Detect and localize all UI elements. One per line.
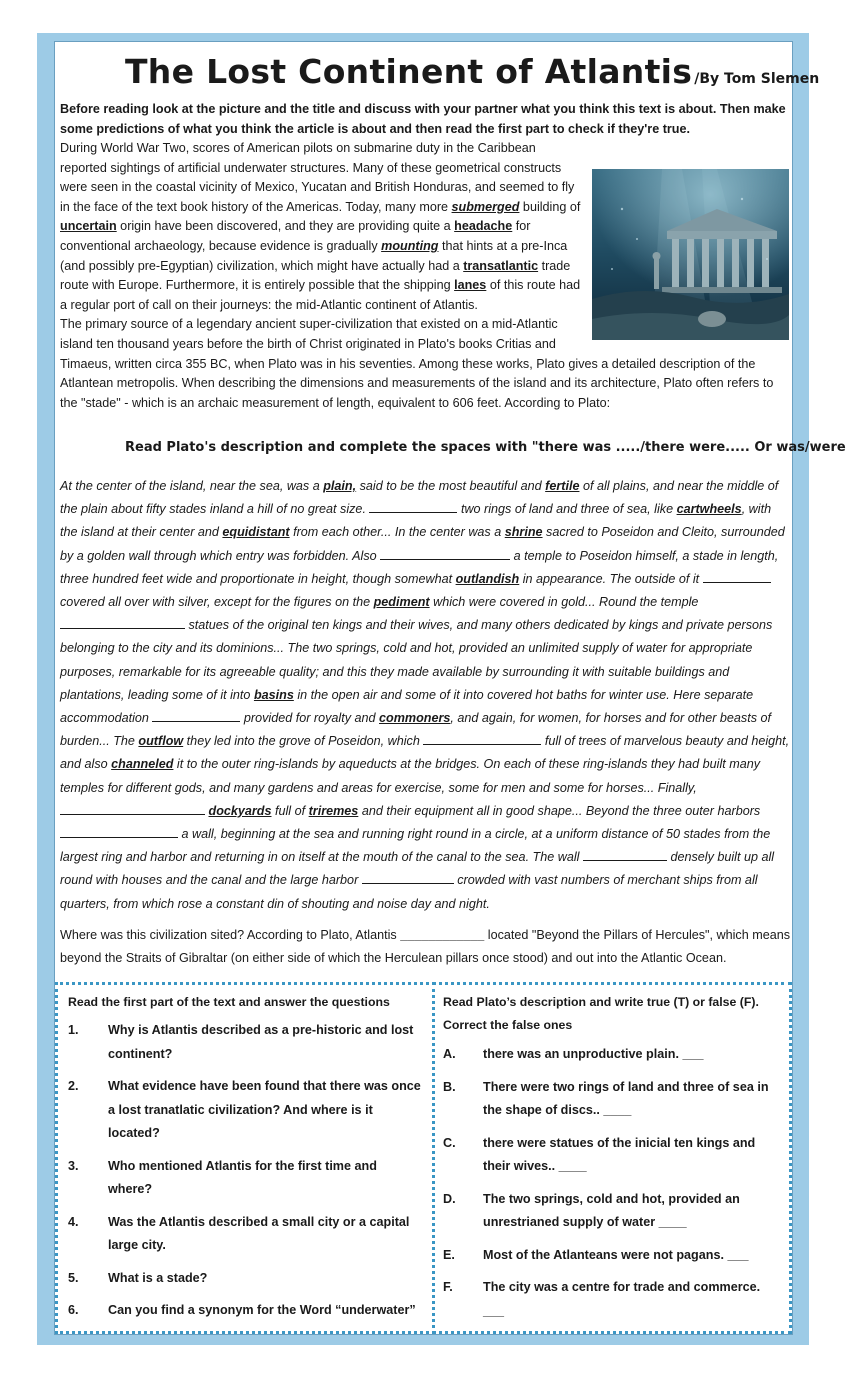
- byline: /By Tom Slemen: [694, 71, 820, 87]
- question-text: What evidence have been found that there was once a lost tranatlatic civilization? And where is it located?: [108, 1079, 421, 1140]
- true-false-item: [443, 1188, 781, 1235]
- fill-blank[interactable]: [60, 616, 185, 629]
- plato-text: in the open air and some of it into covered hot baths for winter use. Here separate accommodation: [60, 687, 754, 726]
- keyword-lanes: lanes: [454, 278, 487, 293]
- plato-text: which were covered in gold... Round the temple: [429, 595, 699, 610]
- plato-text: densely built up all round with houses and the canal and the large harbor: [60, 850, 775, 888]
- true-false-number: F.: [443, 1280, 453, 1294]
- fill-blank[interactable]: [423, 732, 541, 745]
- plato-description: [60, 475, 790, 916]
- where-text-b: located "Beyond the Pillars of Hercules", which means beyond the Straits of Gibraltar (on either side of which the Herculean pillars once stood) and out into the Atlantic Ocean.: [60, 928, 791, 965]
- fill-blank[interactable]: [380, 547, 510, 560]
- question-item: [68, 1019, 424, 1066]
- plato-text: a temple to Poseidon himself, a stade in length, three hundred feet wide and proportionate in height, though somewhat: [60, 548, 779, 586]
- p1-text-5: that hints at a pre-Inca (and possibly pre-Egyptian) civilization, which might have actually had a: [60, 238, 568, 273]
- true-false-number: D.: [443, 1191, 456, 1206]
- true-false-item: [443, 1244, 781, 1268]
- plato-text: said to be the most beautiful and: [356, 479, 546, 493]
- keyword-headache: headache: [454, 219, 513, 234]
- keyword-uncertain: uncertain: [60, 219, 117, 234]
- keyword-shrine: shrine: [504, 525, 543, 540]
- plato-text: crowded with vast numbers of merchant ships from all quarters, from which rose a constant din of shouting and noise day and night.: [60, 873, 758, 911]
- keyword-channeled: channeled: [111, 757, 174, 772]
- question-item: [68, 1299, 424, 1323]
- question-item: [68, 1211, 424, 1258]
- keyword-submerged: submerged: [451, 199, 520, 214]
- keyword-equidistant: equidistant: [222, 525, 290, 540]
- question-number: 4.: [68, 1214, 79, 1229]
- prereading-instructions: Before reading look at the picture and the title and discuss with your partner what you think this text is about. Then make some predictions of what you think the article is about and then read the first part to check if they're true.: [60, 102, 786, 136]
- question-text: Who mentioned Atlantis for the first time and where?: [108, 1158, 377, 1196]
- fill-blank[interactable]: [60, 802, 205, 815]
- keyword-triremes: triremes: [308, 803, 359, 818]
- true-false-item: [443, 1043, 781, 1067]
- true-false-item: [443, 1276, 781, 1323]
- true-false-text: there were statues of the inicial ten kings and their wives.. ____: [483, 1135, 756, 1173]
- fill-blank[interactable]: [369, 500, 457, 513]
- true-false-text: Most of the Atlanteans were not pagans. ___: [483, 1247, 749, 1262]
- plato-text: full of trees of marvelous beauty and height, and also: [60, 734, 790, 772]
- plato-text: At the center of the island, near the sea, was a: [60, 479, 324, 493]
- paragraph-2a: The primary source of a legendary ancient super-civilization that existed on a mid-Atlantic island ten thousand years before the birth of Christ originated in Plato's books Critias and: [60, 317, 558, 351]
- plato-text: two rings of land and three of sea, like: [457, 502, 677, 517]
- true-false-heading: Read Plato’s description and write true (T) or false (F). Correct the false ones: [443, 995, 759, 1032]
- question-number: 6.: [68, 1303, 79, 1317]
- plato-text: they led into the grove of Poseidon, which: [183, 734, 424, 749]
- plato-text: , and again, for women, for horses and for other beasts of burden... The: [60, 711, 772, 749]
- keyword-basins: basins: [253, 687, 294, 702]
- keyword-pediment: pediment: [373, 595, 430, 610]
- keyword-cartwheels: cartwheels: [676, 502, 742, 517]
- true-false-text: There were two rings of land and three of sea in the shape of discs.. ____: [483, 1079, 769, 1117]
- questions-heading: Read the first part of the text and answer the questions: [68, 995, 390, 1009]
- plato-text: and their equipment all in good shape... Beyond the three outer harbors: [358, 803, 761, 818]
- true-false-list: [443, 1043, 781, 1323]
- p1-text-3: origin have been discovered, and they are providing quite a: [116, 219, 455, 234]
- true-false-item: [443, 1076, 781, 1123]
- true-false-number: E.: [443, 1247, 455, 1262]
- questions-box: [55, 982, 435, 1334]
- page-frame: [37, 33, 846, 1345]
- plato-text: of all plains, and near the middle of the plain about fifty stades inland a hill of no great size.: [60, 479, 779, 517]
- keyword-plain: plain,: [323, 479, 357, 493]
- article-body-flow: [60, 139, 790, 413]
- keyword-mounting: mounting: [381, 238, 439, 253]
- p1-text-2: building of: [519, 199, 581, 214]
- question-text: Can you find a synonym for the Word “underwater”: [108, 1303, 416, 1317]
- questions-list: [68, 1019, 424, 1323]
- keyword-dockyards: dockyards: [208, 803, 272, 818]
- question-item: [68, 1267, 424, 1291]
- question-number: 2.: [68, 1079, 79, 1093]
- true-false-number: A.: [443, 1047, 456, 1061]
- plato-text: in appearance. The outside of it: [519, 571, 703, 586]
- question-text: What is a stade?: [108, 1270, 208, 1285]
- p1-text-7: of this route had a regular port of call on their journeys: the mid-Atlantic continent of Atlantis.: [60, 278, 581, 312]
- keyword-outlandish: outlandish: [455, 571, 520, 586]
- plato-text: from each other... In the center was a: [289, 525, 505, 540]
- question-item: [68, 1075, 424, 1146]
- keyword-commoners: commoners: [379, 711, 451, 726]
- fill-blank[interactable]: [362, 871, 454, 884]
- plato-text: sacred to Poseidon and Cleito, surrounded by a golden wall through which entry was forbidden. Also: [60, 525, 785, 563]
- plato-text: covered all over with silver, except for the figures on the: [60, 595, 374, 610]
- title-block: [125, 52, 819, 91]
- fill-blank[interactable]: [152, 709, 240, 722]
- keyword-transatlantic: transatlantic: [463, 258, 539, 273]
- keyword-outflow: outflow: [138, 734, 184, 749]
- location-paragraph: [60, 924, 790, 970]
- question-number: 1.: [68, 1023, 79, 1037]
- true-false-number: B.: [443, 1079, 456, 1094]
- p1-text-4: for conventional archaeology, because evidence is gradually: [60, 219, 531, 253]
- question-item: [68, 1155, 424, 1202]
- worksheet: [54, 41, 846, 1335]
- plato-text: statues of the original ten kings and their wives, and many others dedicated by kings and private persons belonging to the city and its dominions... The two springs, cold and hot, provided an unlimited supply of water for appropriate purposes, remarkable for its agreeable quality; and this they made available by surrounding it with suitable buildings and plantations, leading some of it into: [60, 618, 773, 702]
- true-false-number: C.: [443, 1135, 456, 1150]
- keyword-fertile: fertile: [545, 479, 580, 493]
- true-false-item: [443, 1132, 781, 1179]
- true-false-text: The two springs, cold and hot, provided an unrestrianed supply of water ____: [483, 1191, 740, 1229]
- true-false-text: The city was a centre for trade and commerce. ___: [483, 1280, 761, 1318]
- paragraph-2b: Timaeus, written circa 355 BC, when Plato was in his seventies. Among these works, Plato gives a detailed description of the Atlantean metropolis. When describing the dimensions and measurements of the island and its architecture, Plato often refers to the "stade" - which is an archaic measurement of length, equivalent to 606 feet. According to Plato:: [60, 356, 774, 410]
- true-false-text: there was an unproductive plain. ___: [483, 1047, 704, 1061]
- plato-text: a wall, beginning at the sea and running right round in a circle, at a uniform distance of 50 stades from the largest ring and harbor and returning in on itself at the mouth of the canal to the sea. The wall: [60, 827, 771, 865]
- fill-blank[interactable]: ____________: [400, 928, 485, 942]
- image-spacer: [583, 139, 790, 349]
- plato-text: it to the outer ring-islands by aqueducts at the bridges. On each of these ring-islands they had built many temples for different gods, and many gardens and areas for exercise, some for men and some for horses... Finally,: [60, 757, 761, 795]
- fill-blank[interactable]: [583, 848, 667, 861]
- task-heading: Read Plato's description and complete the spaces with "there was ...../there were..... Or was/were: [125, 440, 846, 455]
- true-false-box: [432, 982, 792, 1334]
- question-number: 5.: [68, 1270, 79, 1285]
- question-text: Why is Atlantis described as a pre-historic and lost continent?: [108, 1023, 414, 1061]
- p1-text-1: During World War Two, scores of American pilots on submarine duty in the Caribbean reported sightings of artificial underwater structures. Many of these geometrical constructs were seen in the coastal vicinity of Mexico, Yucatan and British Honduras, and seemed to fly in the face of the text book history of the Americas. Today, many more: [60, 141, 575, 214]
- page-title: The Lost Continent of Atlantis: [125, 52, 693, 91]
- plato-text: provided for royalty and: [240, 711, 380, 726]
- plato-text: full of: [271, 803, 309, 818]
- plato-text: , with the island at their center and: [60, 502, 772, 540]
- question-number: 3.: [68, 1158, 79, 1173]
- where-text-a: Where was this civilization sited? According to Plato, Atlantis: [60, 928, 401, 942]
- p1-text-6: trade route with Europe. Furthermore, it is entirely possible that the shipping: [60, 258, 571, 293]
- question-text: Was the Atlantis described a small city or a capital large city.: [108, 1214, 410, 1252]
- fill-blank[interactable]: [60, 825, 178, 838]
- fill-blank[interactable]: [703, 570, 771, 583]
